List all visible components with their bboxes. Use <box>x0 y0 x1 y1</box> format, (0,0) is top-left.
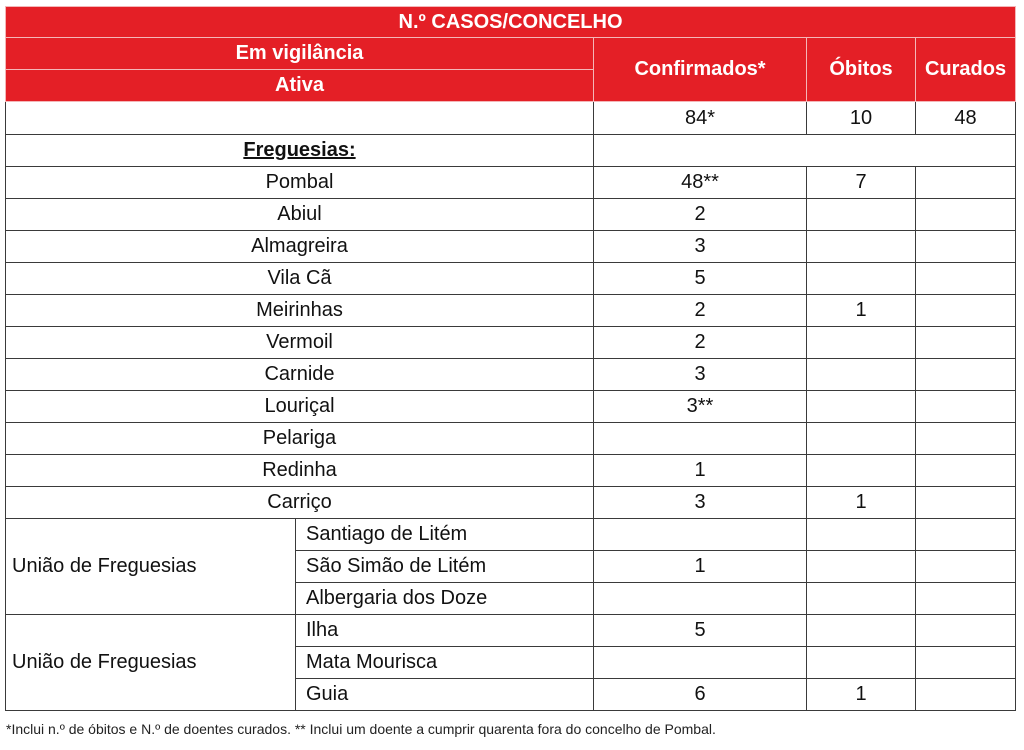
empty-cell <box>594 135 1016 167</box>
table-row <box>6 423 1016 455</box>
freguesia-curados <box>916 487 1016 519</box>
uniao-label: União de Freguesias <box>6 615 296 711</box>
cases-table <box>5 6 1016 711</box>
table-row <box>6 359 1016 391</box>
totals-vigilancia <box>6 102 594 135</box>
freguesia-confirmados: 5 <box>594 263 807 295</box>
freguesias-label: Freguesias: <box>243 139 356 161</box>
uniao-member-confirmados <box>594 519 807 551</box>
header-obitos: Óbitos <box>807 38 916 102</box>
totals-confirmados: 84* <box>594 102 807 135</box>
uniao-member-confirmados: 1 <box>594 551 807 583</box>
freguesia-confirmados: 3 <box>594 231 807 263</box>
freguesia-obitos <box>807 199 916 231</box>
table-row <box>6 391 1016 423</box>
uniao-member-confirmados: 6 <box>594 679 807 711</box>
totals-obitos: 10 <box>807 102 916 135</box>
uniao-member-curados <box>916 615 1016 647</box>
header-em-vigilancia: Em vigilância <box>6 38 594 70</box>
uniao-member-confirmados <box>594 647 807 679</box>
footnote: *Inclui n.º de óbitos e N.º de doentes curados. ** Inclui um doente a cumprir quarenta fora do concelho de Pombal. <box>6 721 716 737</box>
table-row <box>6 231 1016 263</box>
freguesia-curados <box>916 455 1016 487</box>
header-confirmados: Confirmados* <box>594 38 807 102</box>
uniao-member-curados <box>916 519 1016 551</box>
uniao-label: União de Freguesias <box>6 519 296 615</box>
table-row <box>6 295 1016 327</box>
uniao-member-name: Guia <box>296 679 594 711</box>
freguesia-name: Carnide <box>6 359 594 391</box>
freguesias-label-row <box>6 135 1016 167</box>
header-curados: Curados <box>916 38 1016 102</box>
freguesia-obitos <box>807 263 916 295</box>
uniao-member-confirmados <box>594 583 807 615</box>
uniao-member-curados <box>916 583 1016 615</box>
freguesia-confirmados: 1 <box>594 455 807 487</box>
freguesia-name: Pombal <box>6 167 594 199</box>
uniao-member-name: Albergaria dos Doze <box>296 583 594 615</box>
freguesia-name: Pelariga <box>6 423 594 455</box>
uniao-member-obitos <box>807 583 916 615</box>
table-row <box>6 615 1016 647</box>
freguesia-obitos <box>807 359 916 391</box>
header-row <box>6 38 1016 70</box>
uniao-member-obitos: 1 <box>807 679 916 711</box>
freguesia-name: Abiul <box>6 199 594 231</box>
freguesia-obitos <box>807 231 916 263</box>
freguesia-curados <box>916 423 1016 455</box>
freguesia-curados <box>916 295 1016 327</box>
table-row <box>6 519 1016 551</box>
uniao-member-name: Mata Mourisca <box>296 647 594 679</box>
freguesia-name: Vila Cã <box>6 263 594 295</box>
freguesia-obitos: 7 <box>807 167 916 199</box>
uniao-member-name: Ilha <box>296 615 594 647</box>
table-row <box>6 199 1016 231</box>
freguesia-obitos <box>807 391 916 423</box>
freguesia-name: Carriço <box>6 487 594 519</box>
freguesia-name: Louriçal <box>6 391 594 423</box>
freguesia-curados <box>916 199 1016 231</box>
freguesia-obitos: 1 <box>807 487 916 519</box>
uniao-member-curados <box>916 647 1016 679</box>
freguesia-curados <box>916 263 1016 295</box>
freguesia-curados <box>916 391 1016 423</box>
freguesia-obitos: 1 <box>807 295 916 327</box>
freguesias-rows <box>6 167 1016 519</box>
freguesia-curados <box>916 359 1016 391</box>
table-row <box>6 455 1016 487</box>
freguesia-obitos <box>807 423 916 455</box>
title-row <box>6 7 1016 38</box>
freguesia-confirmados: 2 <box>594 295 807 327</box>
uniao-member-curados <box>916 679 1016 711</box>
uniao-member-obitos <box>807 615 916 647</box>
uniao-member-confirmados: 5 <box>594 615 807 647</box>
table-row <box>6 327 1016 359</box>
freguesia-confirmados: 3 <box>594 359 807 391</box>
freguesia-curados <box>916 167 1016 199</box>
table-row <box>6 263 1016 295</box>
totals-curados: 48 <box>916 102 1016 135</box>
freguesia-name: Meirinhas <box>6 295 594 327</box>
uniao-member-obitos <box>807 519 916 551</box>
uniao-member-name: São Simão de Litém <box>296 551 594 583</box>
freguesia-name: Redinha <box>6 455 594 487</box>
uniao-member-obitos <box>807 647 916 679</box>
table-row <box>6 167 1016 199</box>
freguesia-obitos <box>807 327 916 359</box>
uniao-member-name: Santiago de Litém <box>296 519 594 551</box>
unioes-rows <box>6 519 1016 711</box>
uniao-member-curados <box>916 551 1016 583</box>
freguesia-name: Almagreira <box>6 231 594 263</box>
freguesia-obitos <box>807 455 916 487</box>
freguesia-confirmados: 3** <box>594 391 807 423</box>
freguesia-confirmados: 2 <box>594 199 807 231</box>
header-ativa: Ativa <box>6 70 594 102</box>
freguesia-confirmados: 48** <box>594 167 807 199</box>
table-row <box>6 487 1016 519</box>
freguesia-confirmados: 3 <box>594 487 807 519</box>
totals-row <box>6 102 1016 135</box>
table-title: N.º CASOS/CONCELHO <box>6 7 1016 38</box>
freguesia-confirmados: 2 <box>594 327 807 359</box>
freguesia-name: Vermoil <box>6 327 594 359</box>
freguesia-curados <box>916 327 1016 359</box>
freguesia-confirmados <box>594 423 807 455</box>
uniao-member-obitos <box>807 551 916 583</box>
freguesia-curados <box>916 231 1016 263</box>
